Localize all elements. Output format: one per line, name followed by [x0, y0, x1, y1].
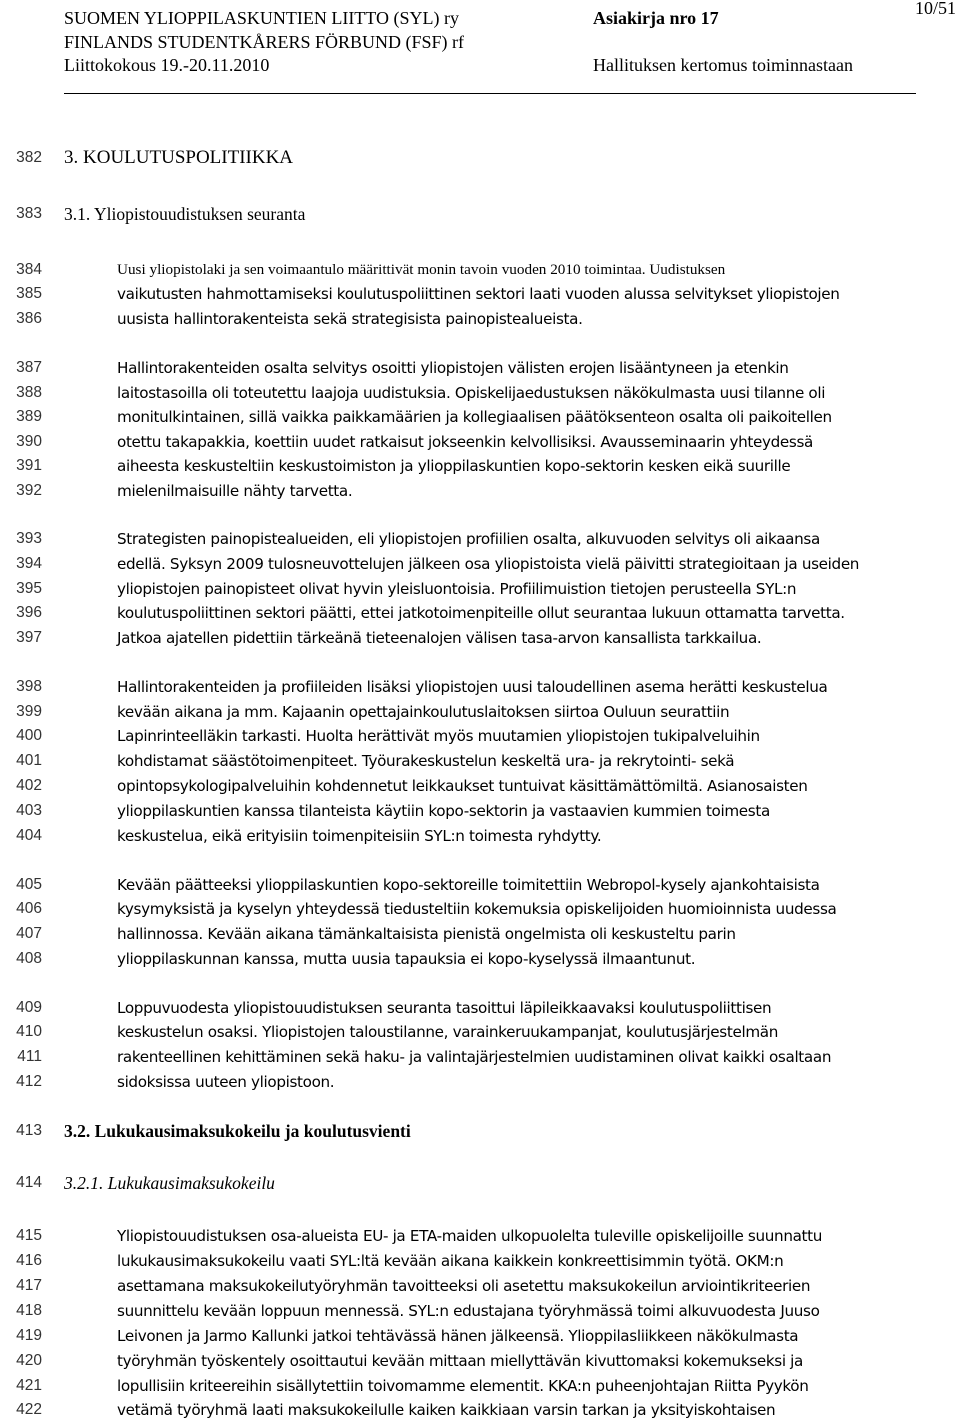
line-number: 392: [16, 482, 42, 499]
line-text: kohdistamat säästötoimenpiteet. Työurakeskustelun keskeltä ura- ja rekrytointi- sekä: [117, 752, 735, 770]
line-number: 404: [16, 827, 42, 844]
line-text: Lapinrinteelläkin tarkasti. Huolta herättivät myös muutamien yliopistojen tukipalveluihin: [117, 727, 760, 745]
line-text: Jatkoa ajatellen pidettiin tärkeänä tieteenalojen välisen tasa-arvon kansallista tarkkailua.: [117, 629, 762, 647]
line-number: 411: [17, 1048, 42, 1065]
line-number: 406: [16, 900, 42, 917]
line-text: monitulkintainen, sillä vaikka paikkamäärien ja kollegiaalisen päätöksenteon osalta oli paikoitellen: [117, 408, 832, 426]
line-number: 400: [16, 727, 42, 744]
line-text: kevään aikana ja mm. Kajaanin opettajainkoulutuslaitoksen siirtoa Ouluun seurattiin: [117, 703, 730, 721]
line-number: 408: [16, 950, 42, 967]
line-number: 389: [16, 408, 42, 425]
line-text: otettu takapakkia, koettiin uudet ratkaisut jokseenkin kelvollisiksi. Avausseminaarin yhteydessä: [117, 433, 814, 451]
line-number: 420: [16, 1352, 42, 1369]
line-text: Hallintorakenteiden osalta selvitys osoitti yliopistojen välisten erojen lisääntyneen ja etenkin: [117, 359, 789, 377]
line-number: 387: [16, 359, 42, 376]
line-text: lopullisiin kriteereihin sisällytettiin toivomamme elementit. KKA:n puheenjohtajan Riitta Pyykön: [117, 1377, 809, 1395]
line-number: 384: [16, 261, 42, 278]
line-text: suunnittelu kevään loppuun mennessä. SYL:n edustajana työryhmässä toimi alkuvuodesta Juuso: [117, 1302, 820, 1320]
line-number: 393: [16, 530, 42, 547]
line-text: Kevään päätteeksi ylioppilaskuntien kopo-sektoreille toimitettiin Webropol-kysely ajankohtaisista: [117, 876, 820, 894]
line-number: 402: [16, 777, 42, 794]
page-header: [0, 0, 960, 96]
line-text: ylioppilaskunnan kanssa, mutta uusia tapauksia ei kopo-kyselyssä ilmaantunut.: [117, 950, 696, 968]
line-number: 386: [16, 310, 42, 327]
line-text: Hallintorakenteiden ja profiileiden lisäksi yliopistojen uusi taloudellinen asema herätti keskustelua: [117, 678, 828, 696]
line-text: vaikutusten hahmottamiseksi koulutuspoliittinen sektori laati vuoden alussa selvitykset yliopistojen: [117, 285, 840, 303]
line-number: 418: [16, 1302, 42, 1319]
line-text: keskustelun osaksi. Yliopistojen taloustilanne, varainkeruukampanjat, koulutusjärjestelmän: [117, 1023, 778, 1041]
line-text: aiheesta keskusteltiin keskustoimiston ja ylioppilaskuntien kopo-sektorin kesken eikä suurille: [117, 457, 791, 475]
line-text: Uusi yliopistolaki ja sen voimaantulo määrittivät monin tavoin vuoden 2010 toimintaa. Uudistuksen: [117, 261, 726, 278]
header-left: [64, 7, 464, 78]
line-text: lukukausimaksukokeilu vaati SYL:ltä kevään aikana kaikkein konkreettisimmin työtä. OKM:n: [117, 1252, 784, 1270]
line-number: 407: [16, 925, 42, 942]
line-number: 405: [16, 876, 42, 893]
line-number: 382: [16, 149, 42, 166]
line-number: 397: [16, 629, 42, 646]
header-right: [593, 7, 853, 78]
line-number: 419: [16, 1327, 42, 1344]
line-number: 385: [16, 285, 42, 302]
line-text: Yliopistouudistuksen osa-alueista EU- ja ETA-maiden ulkopuolelta tuleville opiskelijoille suunnattu: [117, 1227, 823, 1245]
line-number: 413: [16, 1122, 42, 1139]
line-number: 415: [16, 1227, 42, 1244]
line-number: 409: [16, 999, 42, 1016]
line-text: vetämä työryhmä laati maksukokeilulle kaiken kaikkiaan varsin tarkan ja yksityiskohtaisen: [117, 1401, 776, 1419]
line-number: 398: [16, 678, 42, 695]
line-text: mielenilmaisuille nähty tarvetta.: [117, 482, 353, 500]
header-org-sv: FINLANDS STUDENTKÅRERS FÖRBUND (FSF) rf: [64, 31, 465, 52]
line-text: uusista hallintorakenteista sekä strategisista painopistealueista.: [117, 310, 583, 328]
line-number: 388: [16, 384, 42, 401]
line-number: 396: [16, 604, 42, 621]
header-doc-title: Hallituksen kertomus toiminnastaan: [593, 55, 853, 75]
line-number: 410: [16, 1023, 42, 1040]
line-number: 412: [16, 1073, 42, 1090]
line-text: ylioppilaskuntien kanssa tilanteista käytiin kopo-sektorin ja vastaavien kummien toimesta: [117, 802, 770, 820]
line-number: 416: [16, 1252, 42, 1269]
header-rule: [64, 93, 916, 94]
section-heading: 3. KOULUTUSPOLITIIKKA: [64, 147, 294, 168]
section-heading: 3.2. Lukukausimaksukokeilu ja koulutusvienti: [64, 1121, 411, 1141]
line-text: keskustelua, eikä erityisiin toimenpiteisiin SYL:n toimesta ryhdytty.: [117, 827, 602, 845]
line-number: 401: [16, 752, 42, 769]
header-meeting: Liittokokous 19.-20.11.2010: [64, 55, 270, 75]
line-text: työryhmän työskentely osoittautui kevään mittaan miellyttävän kivuttomaksi kokemukseksi ja: [117, 1352, 804, 1370]
line-number: 422: [16, 1401, 42, 1418]
line-number: 394: [16, 555, 42, 572]
line-text: koulutuspoliittinen sektori päätti, ettei jatkotoimenpiteille ollut seurantaa lukuun ottamatta tarvetta.: [117, 604, 845, 622]
line-text: rakenteellinen kehittäminen sekä haku- ja valintajärjestelmien uudistaminen olivat kaikki osaltaan: [117, 1048, 832, 1066]
line-number: 417: [16, 1277, 42, 1294]
line-text: Leivonen ja Jarmo Kallunki jatkoi tehtävässä hänen jälkeensä. Ylioppilasliikkeen näkökulmasta: [117, 1327, 799, 1345]
line-text: laitostasoilla oli toteutettu laajoja uudistuksia. Opiskelijaedustuksen näkökulmasta uusi tilanne oli: [117, 384, 826, 402]
line-number: 395: [16, 580, 42, 597]
line-text: asettamana maksukokeilutyöryhmän tavoitteeksi oli asetettu maksukokeilun arviointikriteerien: [117, 1277, 811, 1295]
line-number: 421: [16, 1377, 42, 1394]
line-text: opintopsykologipalveluihin kohdennetut leikkaukset tuntuivat käsittämättömiltä. Asianosaisten: [117, 777, 808, 795]
header-doc-number: Asiakirja nro 17: [593, 8, 719, 28]
line-number: 383: [16, 205, 42, 222]
line-text: sidoksissa uuteen yliopistoon.: [117, 1073, 335, 1091]
line-text: yliopistojen painopisteet olivat hyvin yleisluontoisia. Profiilimuistion tietojen perusteella SYL:n: [117, 580, 797, 598]
line-text: edellä. Syksyn 2009 tulosneuvottelujen jälkeen osa yliopistoista vielä päivitti strategioitaan ja useiden: [117, 555, 860, 573]
line-number: 399: [16, 703, 42, 720]
line-text: Strategisten painopistealueiden, eli yliopistojen profiilien osalta, alkuvuoden selvitys oli aikaansa: [117, 530, 820, 548]
header-org-fi: SUOMEN YLIOPPILASKUNTIEN LIITTO (SYL) ry: [64, 8, 459, 28]
section-heading: 3.1. Yliopistouudistuksen seuranta: [64, 204, 306, 224]
line-text: kysymyksistä ja kyselyn yhteydessä tiedusteltiin kokemuksia opiskelijoiden huomioinnista uudessa: [117, 900, 837, 918]
section-heading: 3.2.1. Lukukausimaksukokeilu: [64, 1173, 275, 1193]
page-number: 10/51: [914, 0, 956, 18]
line-number: 414: [16, 1174, 42, 1191]
line-text: Loppuvuodesta yliopistouudistuksen seuranta tasoittui läpileikkaavaksi koulutuspoliittisen: [117, 999, 772, 1017]
line-text: hallinnossa. Kevään aikana tämänkaltaisista pienistä ongelmista oli keskusteltu parin: [117, 925, 736, 943]
line-number: 403: [16, 802, 42, 819]
line-number: 390: [16, 433, 42, 450]
line-number: 391: [16, 457, 42, 474]
